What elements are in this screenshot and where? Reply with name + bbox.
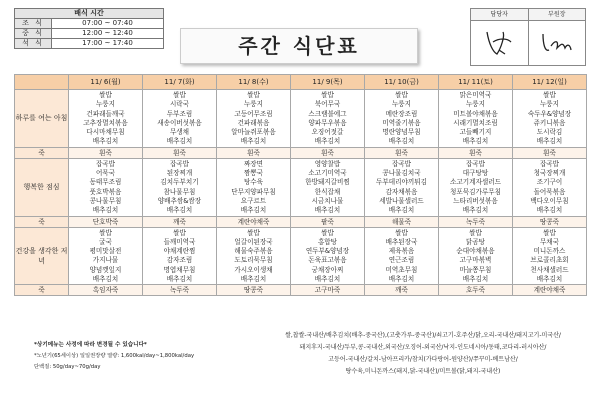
menu-item: 건파래들깨국 xyxy=(86,109,125,118)
menu-item: 쌀밥 xyxy=(173,91,186,99)
menu-item: 도시락김 xyxy=(536,128,563,137)
menu-item: 한방돼지갈비찜 xyxy=(305,178,350,187)
menu-item: 탕수육 xyxy=(243,178,264,187)
notice-change: *상기메뉴는 사정에 따라 변경될 수 있습니다* xyxy=(34,342,147,348)
breakfast-porridge-mon: 흰죽 xyxy=(69,147,143,158)
menu-item: 건파래볶음 xyxy=(237,118,270,127)
menu-item: 누룽지 xyxy=(95,100,116,109)
breakfast-porridge-sat: 흰죽 xyxy=(439,147,513,158)
dinner-cell-sun xyxy=(513,227,587,285)
menu-item: 배추된장국 xyxy=(385,237,418,246)
dinner-porridge-mon: 흑임자죽 xyxy=(69,285,143,296)
menu-item: 양파무우볶음 xyxy=(308,118,347,127)
menu-item: 짜장면 xyxy=(243,159,264,168)
origin-line: 탕수육,미니돈까스(돼지,닭-국내산)/미트볼(닭,돼지-국내산) xyxy=(345,368,501,375)
menu-item: 배추김치 xyxy=(92,137,119,146)
lunch-cell-wed xyxy=(217,158,291,216)
menu-item: 배추김치 xyxy=(166,206,193,215)
menu-item: 배추김치 xyxy=(388,137,415,146)
lunch-porridge-sat: 녹두죽 xyxy=(439,216,513,227)
menu-item: 굴국 xyxy=(99,237,112,246)
origin-line: 돼지후지-국내산/두부,콩-국내산,외국산/오징어-외국산/낙지-인도네시아/동태,코다리-러시아산/ xyxy=(299,344,547,351)
menu-item: 소고기미역국 xyxy=(308,169,347,178)
breakfast-cell-sun xyxy=(513,90,587,148)
menu-item: 쌀밥 xyxy=(543,91,556,99)
menu-item: 해물숙주볶음 xyxy=(234,247,273,256)
dinner-cell-fri xyxy=(365,227,439,285)
breakfast-porridge-sun: 흰죽 xyxy=(513,147,587,158)
menu-item: 대구탕탕 xyxy=(462,169,489,178)
lunch-porridge-row xyxy=(15,216,587,227)
dinner-row xyxy=(15,227,587,285)
lunch-porridge-fri: 해물죽 xyxy=(365,216,439,227)
menu-item: 배추김치 xyxy=(240,275,267,284)
breakfast-porridge-row xyxy=(15,147,587,158)
breakfast-porridge-wed: 흰죽 xyxy=(217,147,291,158)
menu-item: 미니돈까스 xyxy=(533,247,566,256)
menu-item: 두부데리야끼튀김 xyxy=(376,178,427,187)
dinner-cell-wed xyxy=(217,227,291,285)
menu-item: 야채계란찜 xyxy=(163,247,196,256)
menu-item: 배추김치 xyxy=(536,275,563,284)
menu-item: 고들빼기지 xyxy=(459,128,492,137)
menu-item: 배추김치 xyxy=(388,206,415,215)
breakfast-time-value: 07:00 ~ 07:40 xyxy=(52,19,164,29)
lunch-porridge-mon: 단호박죽 xyxy=(69,216,143,227)
menu-item: 잡곡밥 xyxy=(391,159,412,168)
menu-item: 배추김치 xyxy=(462,275,489,284)
menu-item: 배추김치 xyxy=(92,275,119,284)
lunch-porridge-tue: 깨죽 xyxy=(143,216,217,227)
menu-item: 어묵국 xyxy=(95,169,116,178)
menu-item: 마늘쫑무침 xyxy=(459,265,492,274)
menu-item: 감자채볶음 xyxy=(385,187,418,196)
page-title: 주간 식단표 xyxy=(180,28,418,64)
menu-item: 닭곰탕 xyxy=(465,237,486,246)
lunch-row xyxy=(15,158,587,216)
menu-item: 누룽지 xyxy=(391,100,412,109)
menu-item: 된장찌개 xyxy=(166,169,193,178)
menu-item: 쥬키니볶음 xyxy=(533,118,566,127)
lunch-cell-fri xyxy=(365,158,439,216)
menu-item: 짬뽕국 xyxy=(243,169,264,178)
signature-manager xyxy=(471,21,529,66)
dinner-time-label: 석 식 xyxy=(15,39,52,49)
notice-calories: *노년기(65세이상) 일일권장량 열량: 1,600kal/day~1,800kal/day xyxy=(34,353,195,359)
dinner-cell-mon xyxy=(69,227,143,285)
menu-item: 배추김치 xyxy=(462,206,489,215)
approval-label-manager: 담당자 xyxy=(471,9,529,21)
day-header-sun: 11/ 12(일) xyxy=(513,75,587,90)
signature-manager-mark xyxy=(479,24,519,60)
menu-item: 배추김치 xyxy=(92,206,119,215)
menu-item: 알마늘쥐포볶음 xyxy=(231,128,276,137)
menu-item: 쌀밥 xyxy=(395,228,408,237)
weekly-menu-table xyxy=(14,74,587,296)
menu-item: 무채국 xyxy=(539,237,560,246)
menu-item: 얼갈이된장국 xyxy=(234,237,273,246)
breakfast-row xyxy=(15,90,587,148)
origin-line: 쌀,찹쌀-국내산/배추김치(배추-중국산),(고춧가루-중국산)/쇠고기-호주산/닭,오리-국내산/돼지고기-미국산/ xyxy=(285,332,561,339)
menu-item: 풋호박볶음 xyxy=(89,187,122,196)
signature-director xyxy=(528,21,586,66)
menu-item: 잡곡밥 xyxy=(465,159,486,168)
menu-item: 배추김치 xyxy=(314,206,341,215)
menu-item: 조기구이 xyxy=(536,178,563,187)
menu-item: 콩나물김치국 xyxy=(382,169,421,178)
day-header-mon: 11/ 6(월) xyxy=(69,75,143,90)
menu-item: 청포묵김가루무침 xyxy=(450,187,501,196)
menu-item: 쌀밥 xyxy=(321,91,334,99)
menu-item: 홍합탕 xyxy=(317,237,338,246)
lunch-cell-thu xyxy=(291,158,365,216)
breakfast-cell-mon xyxy=(69,90,143,148)
menu-item: 미트볼야채볶음 xyxy=(453,109,498,118)
menu-item: 배추김치 xyxy=(314,275,341,284)
menu-item: 브로콜리초회 xyxy=(530,256,569,265)
menu-item: 시금치나물 xyxy=(311,196,344,205)
lunch-cell-mon xyxy=(69,158,143,216)
menu-item: 느타리버섯볶음 xyxy=(453,196,498,205)
menu-item: 배추김치 xyxy=(388,275,415,284)
menu-item: 연두부&양념장 xyxy=(305,247,350,256)
origin-line: 고등어-국내산/갈치-남아프리카/참치(가다랑어-원양산)/쭈꾸미-베트남산/ xyxy=(328,356,518,363)
menu-item: 스크램블에그 xyxy=(308,109,347,118)
day-header-sat: 11/ 11(토) xyxy=(439,75,513,90)
dinner-porridge-row xyxy=(15,285,587,296)
menu-item: 북어무국 xyxy=(314,100,341,109)
menu-item: 고구마볶벽 xyxy=(459,256,492,265)
menu-item: 배추김치 xyxy=(314,137,341,146)
menu-item: 누룽지 xyxy=(539,100,560,109)
day-header-row xyxy=(15,75,587,90)
dinner-porridge-wed: 땅콩죽 xyxy=(217,285,291,296)
menu-item: 누룽지 xyxy=(243,100,264,109)
lunch-porridge-thu: 팥죽 xyxy=(291,216,365,227)
header-corner xyxy=(15,75,69,90)
breakfast-porridge-label: 죽 xyxy=(15,147,69,158)
menu-item: 잡곡밥 xyxy=(95,159,116,168)
menu-item: 쌀밥 xyxy=(543,228,556,237)
menu-item: 요구르트 xyxy=(240,196,267,205)
menu-item: 미역줄기볶음 xyxy=(382,118,421,127)
breakfast-cell-fri xyxy=(365,90,439,148)
serving-time-table xyxy=(14,8,164,49)
lunch-porridge-sun: 땅콩죽 xyxy=(513,216,587,227)
menu-item: 배추김치 xyxy=(166,275,193,284)
notice-protein: 단백질: 50g/day~70g/day xyxy=(34,364,101,370)
breakfast-porridge-fri: 흰죽 xyxy=(365,147,439,158)
menu-item: 쌀밥 xyxy=(469,228,482,237)
dinner-porridge-fri: 깨죽 xyxy=(365,285,439,296)
menu-item: 쌀밥 xyxy=(99,91,112,99)
menu-item: 미역초무침 xyxy=(385,265,418,274)
menu-item: 감자조림 xyxy=(166,256,193,265)
menu-item: 배추김치 xyxy=(240,206,267,215)
menu-item: 맑은미역국 xyxy=(459,91,492,99)
menu-item: 고등어무조림 xyxy=(234,109,273,118)
dinner-cell-tue xyxy=(143,227,217,285)
lunch-cell-tue xyxy=(143,158,217,216)
menu-item: 시래기멸치조림 xyxy=(453,118,498,127)
dinner-time-value: 17:00 ~ 17:40 xyxy=(52,39,164,49)
lunch-porridge-wed: 계란야채죽 xyxy=(217,216,291,227)
menu-item: 단무지양파무침 xyxy=(231,187,276,196)
menu-item: 쌀밥 xyxy=(395,91,408,99)
day-header-wed: 11/ 8(수) xyxy=(217,75,291,90)
menu-item: 잡곡밥 xyxy=(169,159,190,168)
menu-item: 숙두우&양념장 xyxy=(527,109,572,118)
menu-item: 연근조림 xyxy=(388,256,415,265)
menu-item: 새송이버섯볶음 xyxy=(157,118,202,127)
menu-item: 백다오이무침 xyxy=(530,196,569,205)
signature-director-mark xyxy=(537,24,577,60)
breakfast-cell-thu xyxy=(291,90,365,148)
approval-label-director: 부원장 xyxy=(528,9,586,21)
lunch-cell-sat xyxy=(439,158,513,216)
origin-info xyxy=(260,330,586,378)
menu-item: 가시오이생채 xyxy=(234,265,273,274)
approval-box xyxy=(470,8,586,66)
menu-item: 배추김치 xyxy=(536,137,563,146)
menu-item: 오징어젓갈 xyxy=(311,128,344,137)
day-header-tue: 11/ 7(화) xyxy=(143,75,217,90)
menu-item: 한식잡채 xyxy=(314,187,341,196)
menu-item: 양념깻잎지 xyxy=(89,265,122,274)
dinner-cell-thu xyxy=(291,227,365,285)
menu-item: 다시마채무침 xyxy=(86,128,125,137)
menu-notes xyxy=(34,340,254,373)
menu-item: 배추김치 xyxy=(240,137,267,146)
menu-item: 들깨미역국 xyxy=(163,237,196,246)
dinner-porridge-tue: 녹두죽 xyxy=(143,285,217,296)
menu-item: 천사채샐러드 xyxy=(530,265,569,274)
menu-item: 쌀밥 xyxy=(247,91,260,99)
menu-item: 잡곡밥 xyxy=(539,159,560,168)
dinner-porridge-sat: 호두죽 xyxy=(439,285,513,296)
menu-item: 배추김치 xyxy=(462,137,489,146)
menu-item: 쌀밥 xyxy=(247,228,260,237)
day-header-thu: 11/ 9(목) xyxy=(291,75,365,90)
dinner-porridge-label: 죽 xyxy=(15,285,69,296)
dinner-cell-sat xyxy=(439,227,513,285)
dinner-porridge-thu: 고구마죽 xyxy=(291,285,365,296)
menu-item: 제육볶음 xyxy=(388,247,415,256)
breakfast-porridge-thu: 흰죽 xyxy=(291,147,365,158)
menu-item: 청국장찌개 xyxy=(533,169,566,178)
menu-item: 콩나물무침 xyxy=(89,196,122,205)
menu-item: 영양찰밥 xyxy=(314,159,341,168)
menu-item: 순대야채볶음 xyxy=(456,247,495,256)
lunch-cell-sun xyxy=(513,158,587,216)
menu-item: 양배추쌈&쌈장 xyxy=(157,196,202,205)
menu-item: 쌀밥 xyxy=(321,228,334,237)
menu-item: 소고기계자샐러드 xyxy=(450,178,501,187)
menu-item: 메란장조림 xyxy=(385,109,418,118)
menu-item: 쌀밥 xyxy=(99,228,112,237)
breakfast-cell-wed xyxy=(217,90,291,148)
menu-item: 세발나물샐러드 xyxy=(379,196,424,205)
menu-item: 무생채 xyxy=(169,128,190,137)
menu-item: 돈육표고볶음 xyxy=(308,256,347,265)
menu-item: 배추김치 xyxy=(536,206,563,215)
menu-item: 명엽채무침 xyxy=(163,265,196,274)
menu-item: 두부조림 xyxy=(166,109,193,118)
menu-item: 참나물무침 xyxy=(163,187,196,196)
serving-time-title: 배식 시간 xyxy=(15,9,164,19)
dinner-section-label: 건강을 생각한 저녁 xyxy=(15,227,69,285)
menu-item: 시락국 xyxy=(169,100,190,109)
menu-item: 궁채장아찌 xyxy=(311,265,344,274)
menu-item: 고추장멸치볶음 xyxy=(83,118,128,127)
menu-item: 김치두부치기 xyxy=(160,178,199,187)
menu-item: 평미맛살전 xyxy=(89,247,122,256)
lunch-porridge-label: 죽 xyxy=(15,216,69,227)
breakfast-cell-tue xyxy=(143,90,217,148)
menu-item: 도토리묵무침 xyxy=(234,256,273,265)
breakfast-cell-sat xyxy=(439,90,513,148)
menu-item: 배추김치 xyxy=(166,137,193,146)
menu-item: 돌어묵볶음 xyxy=(533,187,566,196)
breakfast-time-label: 조 식 xyxy=(15,19,52,29)
menu-item: 쌀밥 xyxy=(173,228,186,237)
menu-item: 명란양념무침 xyxy=(382,128,421,137)
breakfast-section-label: 하루를 여는 아침 xyxy=(15,90,69,148)
menu-item: 동태무조림 xyxy=(89,178,122,187)
lunch-time-value: 12:00 ~ 12:40 xyxy=(52,29,164,39)
breakfast-porridge-tue: 흰죽 xyxy=(143,147,217,158)
lunch-section-label: 행복한 점심 xyxy=(15,158,69,216)
dinner-porridge-sun: 계란야채죽 xyxy=(513,285,587,296)
menu-item: 누룽지 xyxy=(465,100,486,109)
day-header-fri: 11/ 10(금) xyxy=(365,75,439,90)
menu-item: 가지나물 xyxy=(92,256,119,265)
lunch-time-label: 중 식 xyxy=(15,29,52,39)
